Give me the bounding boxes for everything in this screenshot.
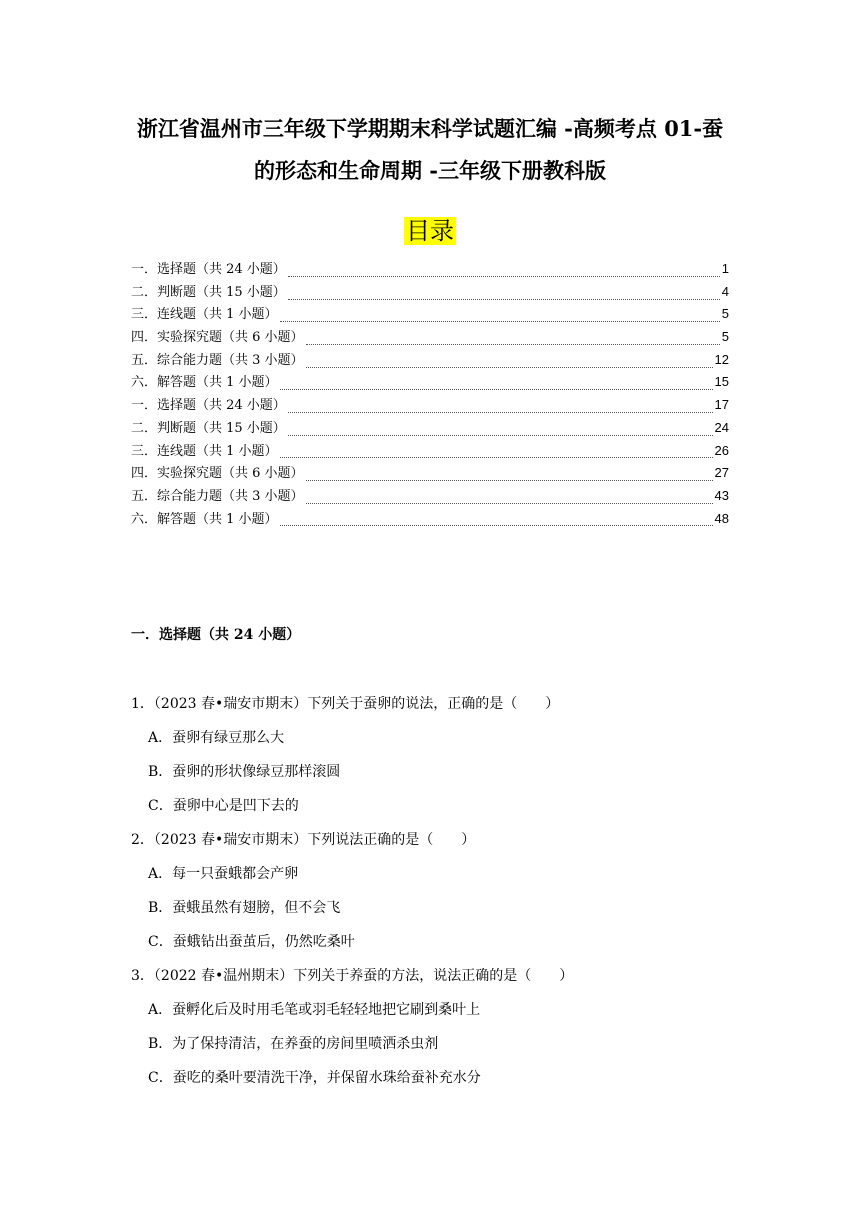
toc-entry[interactable] <box>131 258 729 281</box>
toc-entry-label: 六．解答题（共 1 小题） <box>131 375 278 391</box>
toc-entry-label: 二．判断题（共 15 小题） <box>131 420 286 436</box>
toc-entry[interactable] <box>131 349 729 372</box>
toc-leader-dots <box>280 515 713 526</box>
toc-entry-page: 5 <box>721 306 729 322</box>
question-option: C．蚕卵中心是凹下去的 <box>148 798 299 814</box>
question-option: B．蚕蛾虽然有翅膀，但不会飞 <box>148 900 341 916</box>
toc-leader-dots <box>306 470 713 481</box>
toc-leader-dots <box>288 289 720 300</box>
toc-entry-label: 一．选择题（共 24 小题） <box>131 398 286 414</box>
toc-entry[interactable] <box>131 371 729 394</box>
question-list <box>131 690 731 1098</box>
toc-entry-page: 15 <box>714 374 729 390</box>
toc-leader-dots <box>280 447 713 458</box>
toc-leader-dots <box>306 334 720 345</box>
question-option: A．蚕卵有绿豆那么大 <box>148 730 285 746</box>
toc-leader-dots <box>280 379 713 390</box>
toc-entry[interactable] <box>131 508 729 531</box>
toc-entry-page: 26 <box>714 442 729 458</box>
toc-entry-page: 4 <box>721 283 729 299</box>
question-option: B．蚕卵的形状像绿豆那样滚圆 <box>148 764 341 780</box>
toc-leader-dots <box>280 311 720 322</box>
toc-entry[interactable] <box>131 394 729 417</box>
question-option: A．每一只蚕蛾都会产卵 <box>148 866 299 882</box>
toc-entry-page: 5 <box>721 329 729 345</box>
toc-entry-page: 48 <box>714 510 729 526</box>
toc-heading <box>0 214 860 248</box>
toc-entry-page: 17 <box>714 397 729 413</box>
toc-entry-label: 三．连线题（共 1 小题） <box>131 307 278 323</box>
question-option: B．为了保持清洁，在养蚕的房间里喷洒杀虫剂 <box>148 1036 439 1052</box>
toc-entry-label: 六．解答题（共 1 小题） <box>131 511 278 527</box>
toc-leader-dots <box>288 266 720 277</box>
question-option: A．蚕孵化后及时用毛笔或羽毛轻轻地把它刷到桑叶上 <box>148 1002 481 1018</box>
toc-entry[interactable] <box>131 281 729 304</box>
toc-leader-dots <box>306 357 713 368</box>
toc-leader-dots <box>306 493 713 504</box>
toc-entry-label: 五．综合能力题（共 3 小题） <box>131 352 304 368</box>
toc-entry[interactable] <box>131 440 729 463</box>
section-heading: 一．选择题（共 24 小题） <box>131 627 301 643</box>
toc-entry-page: 43 <box>714 487 729 503</box>
table-of-contents <box>131 258 729 530</box>
title-line-1: 浙江省温州市三年级下学期期末科学试题汇编 -高频考点 01-蚕 <box>136 116 724 141</box>
toc-entry-label: 二．判断题（共 15 小题） <box>131 284 286 300</box>
question-stem: 3．（2022 春•温州期末）下列关于养蚕的方法，说法正确的是（ ） <box>131 968 574 984</box>
title-line-2: 的形态和生命周期 -三年级下册教科版 <box>253 158 607 183</box>
toc-entry-label: 一．选择题（共 24 小题） <box>131 262 286 277</box>
toc-entry[interactable] <box>131 462 729 485</box>
toc-entry-label: 四．实验探究题（共 6 小题） <box>131 466 304 482</box>
question-stem: 2．（2023 春•瑞安市期末）下列说法正确的是（ ） <box>131 832 476 848</box>
toc-leader-dots <box>288 425 713 436</box>
toc-entry[interactable] <box>131 485 729 508</box>
question-stem: 1．（2023 春•瑞安市期末）下列关于蚕卵的说法，正确的是（ ） <box>131 696 560 712</box>
toc-entry[interactable] <box>131 303 729 326</box>
toc-leader-dots <box>288 402 713 413</box>
toc-entry-page: 27 <box>714 465 729 481</box>
toc-entry[interactable] <box>131 417 729 440</box>
toc-entry-label: 五．综合能力题（共 3 小题） <box>131 488 304 504</box>
toc-entry-page: 24 <box>714 419 729 435</box>
toc-entry[interactable] <box>131 326 729 349</box>
toc-heading-text: 目录 <box>406 217 454 245</box>
question-option: C．蚕吃的桑叶要清洗干净，并保留水珠给蚕补充水分 <box>148 1070 481 1086</box>
toc-entry-page: 12 <box>714 351 729 367</box>
document-title <box>110 108 750 192</box>
toc-entry-label: 四．实验探究题（共 6 小题） <box>131 330 304 346</box>
toc-entry-label: 三．连线题（共 1 小题） <box>131 443 278 459</box>
toc-entry-page: 1 <box>721 261 729 276</box>
question-option: C．蚕蛾钻出蚕茧后，仍然吃桑叶 <box>148 934 355 950</box>
